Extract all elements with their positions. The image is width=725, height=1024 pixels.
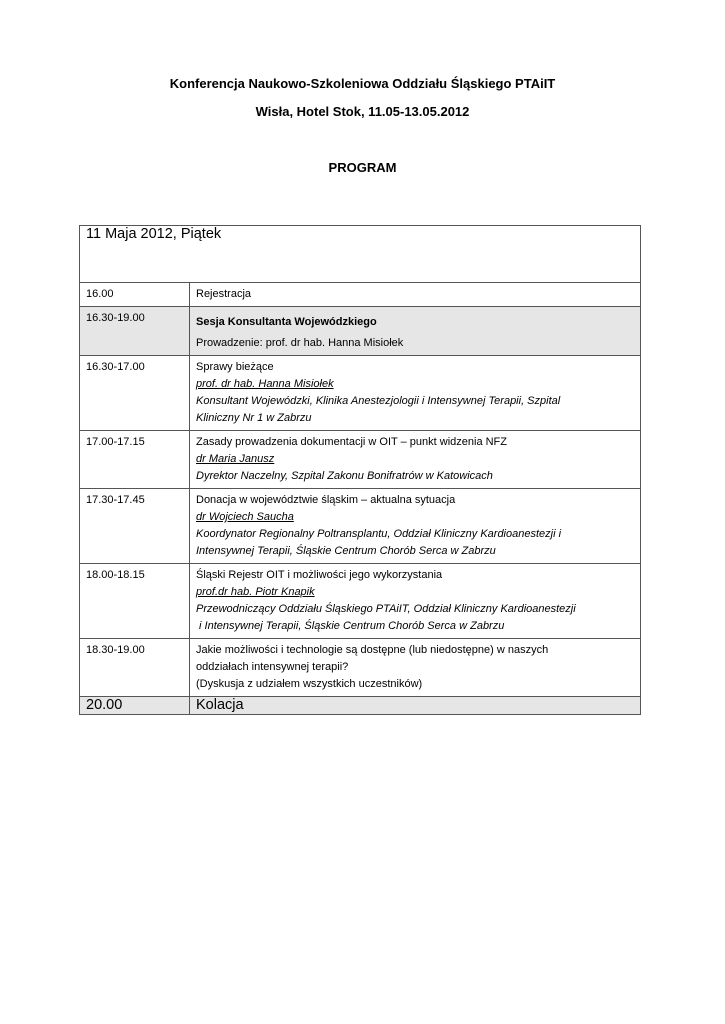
time-cell: 20.00	[80, 697, 190, 715]
talk-topic: Śląski Rejestr OIT i możliwości jego wykorzystania	[196, 569, 443, 581]
table-row	[80, 489, 641, 564]
talk-topic: Donacja w województwie śląskim – aktualna sytuacja	[196, 494, 456, 506]
item-cell	[190, 489, 641, 564]
time-cell: 16.30-17.00	[80, 356, 190, 431]
speaker-affiliation: Koordynator Regionalny Poltransplantu, Oddział Kliniczny Kardioanestezji i	[196, 528, 562, 540]
day-header-row	[80, 226, 641, 283]
item-cell	[190, 307, 641, 356]
discussion-line: Jakie możliwości i technologie są dostępne (lub niedostępne) w naszych	[196, 644, 549, 656]
speaker-affiliation: i Intensywnej Terapii, Śląskie Centrum Chorób Serca w Zabrzu	[196, 620, 505, 632]
item-cell	[190, 431, 641, 489]
item-cell	[190, 564, 641, 639]
time-cell: 18.30-19.00	[80, 639, 190, 697]
talk-topic: Sprawy bieżące	[196, 361, 274, 373]
speaker-name: dr Maria Janusz	[196, 453, 275, 465]
document-subtitle: Wisła, Hotel Stok, 11.05-13.05.2012	[255, 104, 470, 119]
time-cell: 16.30-19.00	[80, 307, 190, 356]
time-cell: 16.00	[80, 283, 190, 307]
document-title: Konferencja Naukowo-Szkoleniowa Oddziału Śląskiego PTAiIT	[169, 76, 556, 91]
item-cell	[190, 356, 641, 431]
discussion-line: (Dyskusja z udziałem wszystkich uczestników)	[196, 678, 423, 690]
dinner-row	[80, 697, 641, 715]
item-cell	[190, 283, 641, 307]
time-cell: 17.30-17.45	[80, 489, 190, 564]
talk-topic: Zasady prowadzenia dokumentacji w OIT – punkt widzenia NFZ	[196, 436, 507, 448]
speaker-affiliation: Intensywnej Terapii, Śląskie Centrum Chorób Serca w Zabrzu	[196, 545, 496, 557]
session-row	[80, 307, 641, 356]
speaker-name: prof. dr hab. Hanna Misiołek	[196, 378, 334, 390]
program-heading: PROGRAM	[328, 160, 397, 175]
table-row	[80, 639, 641, 697]
table-row	[80, 356, 641, 431]
day-label: 11 Maja 2012, Piątek	[80, 226, 641, 283]
item-text: Rejestracja	[196, 288, 252, 300]
speaker-name: dr Wojciech Saucha	[196, 511, 294, 523]
program-table	[79, 225, 641, 715]
speaker-affiliation: Kliniczny Nr 1 w Zabrzu	[196, 412, 312, 424]
item-cell	[190, 639, 641, 697]
discussion-line: oddziałach intensywnej terapii?	[196, 661, 349, 673]
speaker-affiliation: Konsultant Wojewódzki, Klinika Anestezjologii i Intensywnej Terapii, Szpital	[196, 395, 561, 407]
table-row	[80, 431, 641, 489]
speaker-name: prof.dr hab. Piotr Knapik	[196, 586, 315, 598]
time-cell: 18.00-18.15	[80, 564, 190, 639]
table-row	[80, 564, 641, 639]
session-title: Sesja Konsultanta Wojewódzkiego	[196, 316, 377, 328]
time-cell: 17.00-17.15	[80, 431, 190, 489]
item-cell: Kolacja	[190, 697, 641, 715]
speaker-affiliation: Przewodniczący Oddziału Śląskiego PTAiIT, Oddział Kliniczny Kardioanestezji	[196, 603, 576, 615]
session-lead: Prowadzenie: prof. dr hab. Hanna Misiołek	[196, 337, 404, 349]
table-row	[80, 283, 641, 307]
speaker-affiliation: Dyrektor Naczelny, Szpital Zakonu Bonifratrów w Katowicach	[196, 470, 493, 482]
